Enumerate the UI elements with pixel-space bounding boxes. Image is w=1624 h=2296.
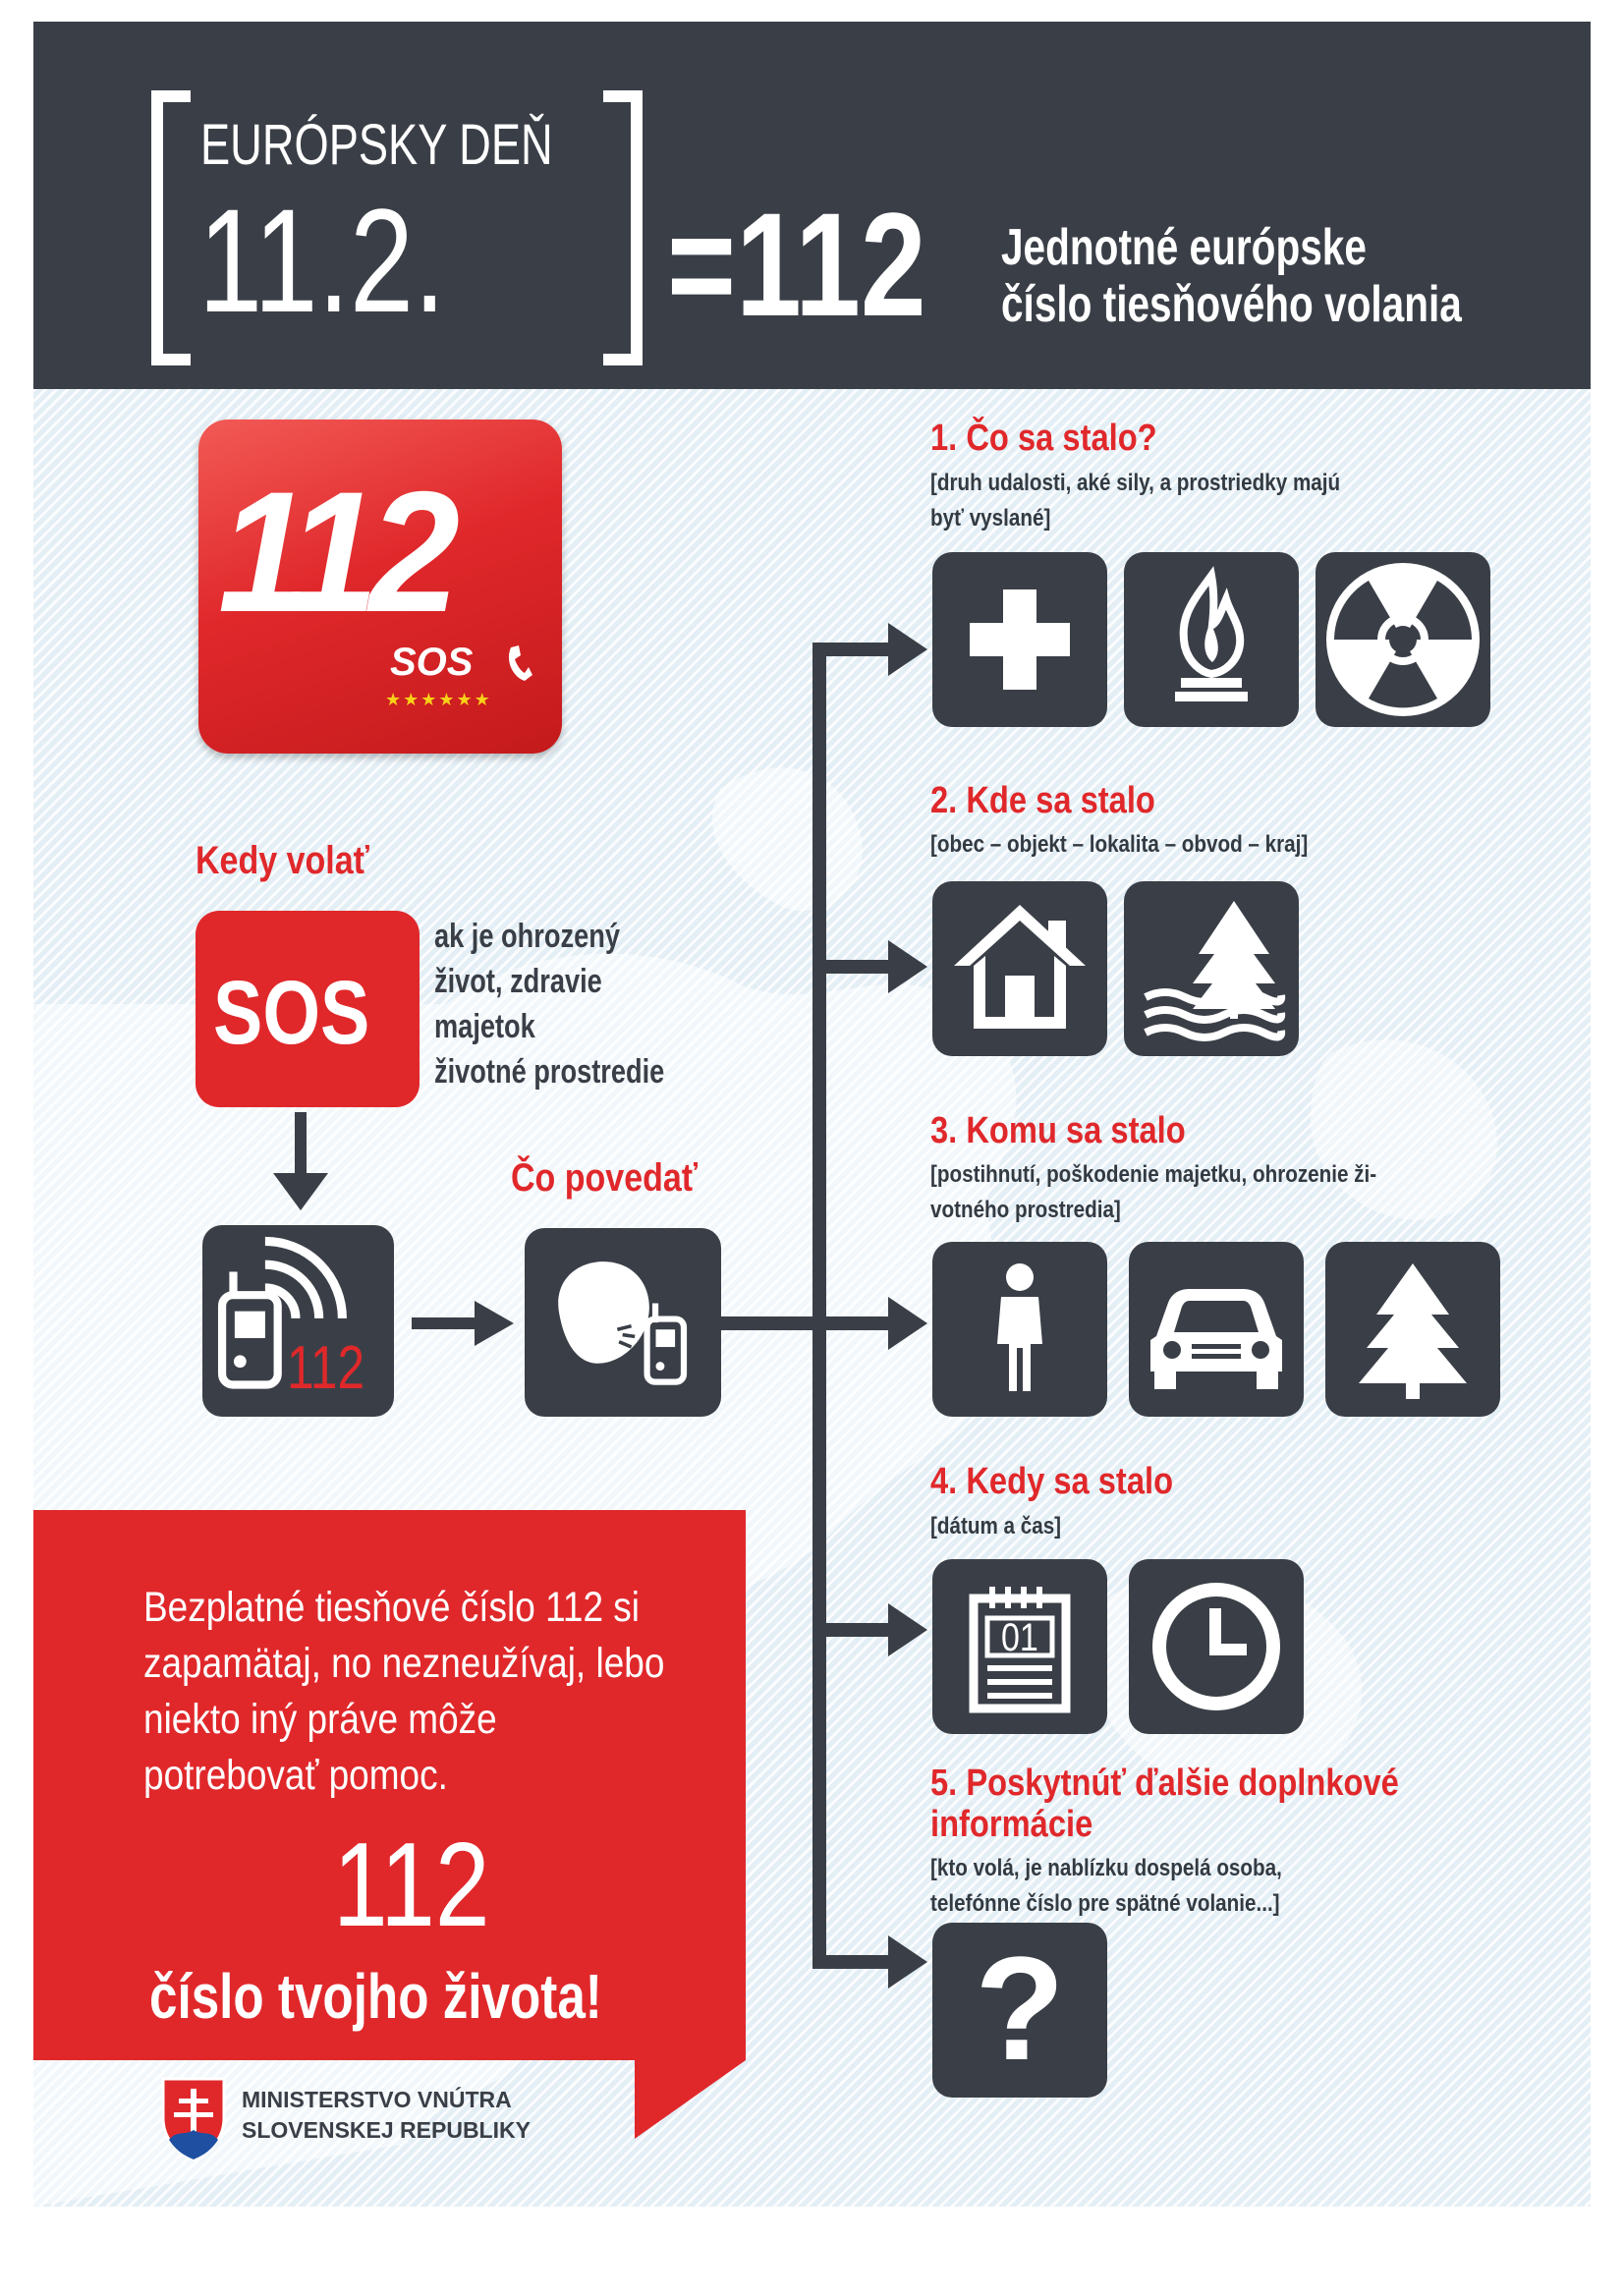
when-to-call-line-4: životné prostredie xyxy=(434,1053,665,1091)
question-2-sub-1: [obec – objekt – lokalita – obvod – kraj] xyxy=(930,831,1309,858)
ministry-name-line-1: MINISTERSTVO VNÚTRA xyxy=(242,2087,512,2112)
when-to-call-line-2: život, zdravie xyxy=(434,963,602,1000)
question-4-title: 4. Kedy sa stalo xyxy=(930,1461,1174,1502)
ministry-name-line-2: SLOVENSKEJ REPUBLIKY xyxy=(242,2117,531,2143)
slovak-coat-of-arms-logo xyxy=(159,2075,228,2163)
forest-water-tile xyxy=(1124,881,1299,1056)
tagline-line-1: Jednotné európske xyxy=(1001,219,1367,276)
question-2-title: 2. Kde sa stalo xyxy=(930,780,1155,821)
poster xyxy=(33,22,1591,2207)
question-1-title: 1. Čo sa stalo? xyxy=(930,418,1157,459)
when-to-call-line-1: ak je ohrozený xyxy=(434,918,620,955)
person-tile xyxy=(932,1242,1107,1417)
message-box-corner xyxy=(635,2060,792,2139)
question-3-sub-2: votného prostredia] xyxy=(930,1197,1121,1223)
when-to-call-line-3: majetok xyxy=(434,1008,535,1045)
tagline-line-2: číslo tiesňového volania xyxy=(1001,276,1462,333)
radiation-hazard-icon xyxy=(1316,552,1490,727)
eu-stars-icon: ★★★★★★ xyxy=(385,690,492,709)
question-4-sub-1: [dátum a čas] xyxy=(930,1513,1062,1540)
question-1-sub-2: byť vyslané] xyxy=(930,505,1051,532)
message-slogan: číslo tvojho života! xyxy=(149,1961,602,2032)
message-line-4: potrebovať pomoc. xyxy=(143,1752,448,1799)
message-line-3: niekto iný práve môže xyxy=(143,1696,497,1743)
date-label: 11.2. xyxy=(198,178,446,343)
question-5-sub-1: [kto volá, je nablízku dospelá osoba, xyxy=(930,1855,1282,1881)
medical-cross-icon xyxy=(932,552,1107,727)
message-line-2: zapamätaj, no nezneužívaj, lebo xyxy=(143,1640,665,1687)
tree-water-icon xyxy=(1124,881,1299,1056)
calendar-tile xyxy=(932,1559,1107,1734)
message-box xyxy=(33,1510,746,2060)
message-big-number: 112 xyxy=(333,1818,490,1951)
question-mark-tile xyxy=(932,1923,1107,2098)
european-day-label: EURÓPSKY DEŇ xyxy=(200,113,553,177)
equals-112-label: =112 xyxy=(667,182,926,347)
question-3-sub-1: [postihnutí, poškodenie majetku, ohrozenie ži- xyxy=(930,1161,1377,1188)
what-to-say-title: Čo povedať xyxy=(511,1156,699,1200)
badge-sos-text: SOS xyxy=(390,641,474,684)
car-tile xyxy=(1129,1242,1304,1417)
clock-tile xyxy=(1129,1559,1304,1734)
fire-flame-icon xyxy=(1124,552,1299,727)
message-line-1: Bezplatné tiesňové číslo 112 si xyxy=(143,1584,641,1631)
house-tile xyxy=(932,881,1107,1056)
house-icon xyxy=(932,881,1107,1056)
fire-tile xyxy=(1124,552,1299,727)
badge-number: 112 xyxy=(218,457,451,648)
question-mark-icon: ? xyxy=(975,1926,1065,2091)
calendar-day-number: 01 xyxy=(1001,1616,1038,1659)
tree-icon xyxy=(1325,1242,1500,1417)
phone-112-number: 112 xyxy=(287,1334,365,1402)
question-5-title: 5. Poskytnúť ďalšie doplnkové xyxy=(930,1763,1399,1804)
question-3-title: 3. Komu sa stalo xyxy=(930,1110,1186,1151)
radiation-tile xyxy=(1316,552,1490,727)
sos-tile-label: SOS xyxy=(213,963,370,1063)
when-to-call-title: Kedy volať xyxy=(196,839,369,882)
clock-icon xyxy=(1129,1559,1304,1734)
question-5-title-2: informácie xyxy=(930,1804,1093,1845)
medical-cross-tile xyxy=(932,552,1107,727)
car-icon xyxy=(1129,1242,1304,1417)
tree-tile xyxy=(1325,1242,1500,1417)
person-icon xyxy=(932,1242,1107,1417)
question-5-sub-2: telefónne číslo pre spätné volanie...] xyxy=(930,1890,1280,1917)
question-1-sub-1: [druh udalosti, aké sily, a prostriedky majú xyxy=(930,470,1341,496)
